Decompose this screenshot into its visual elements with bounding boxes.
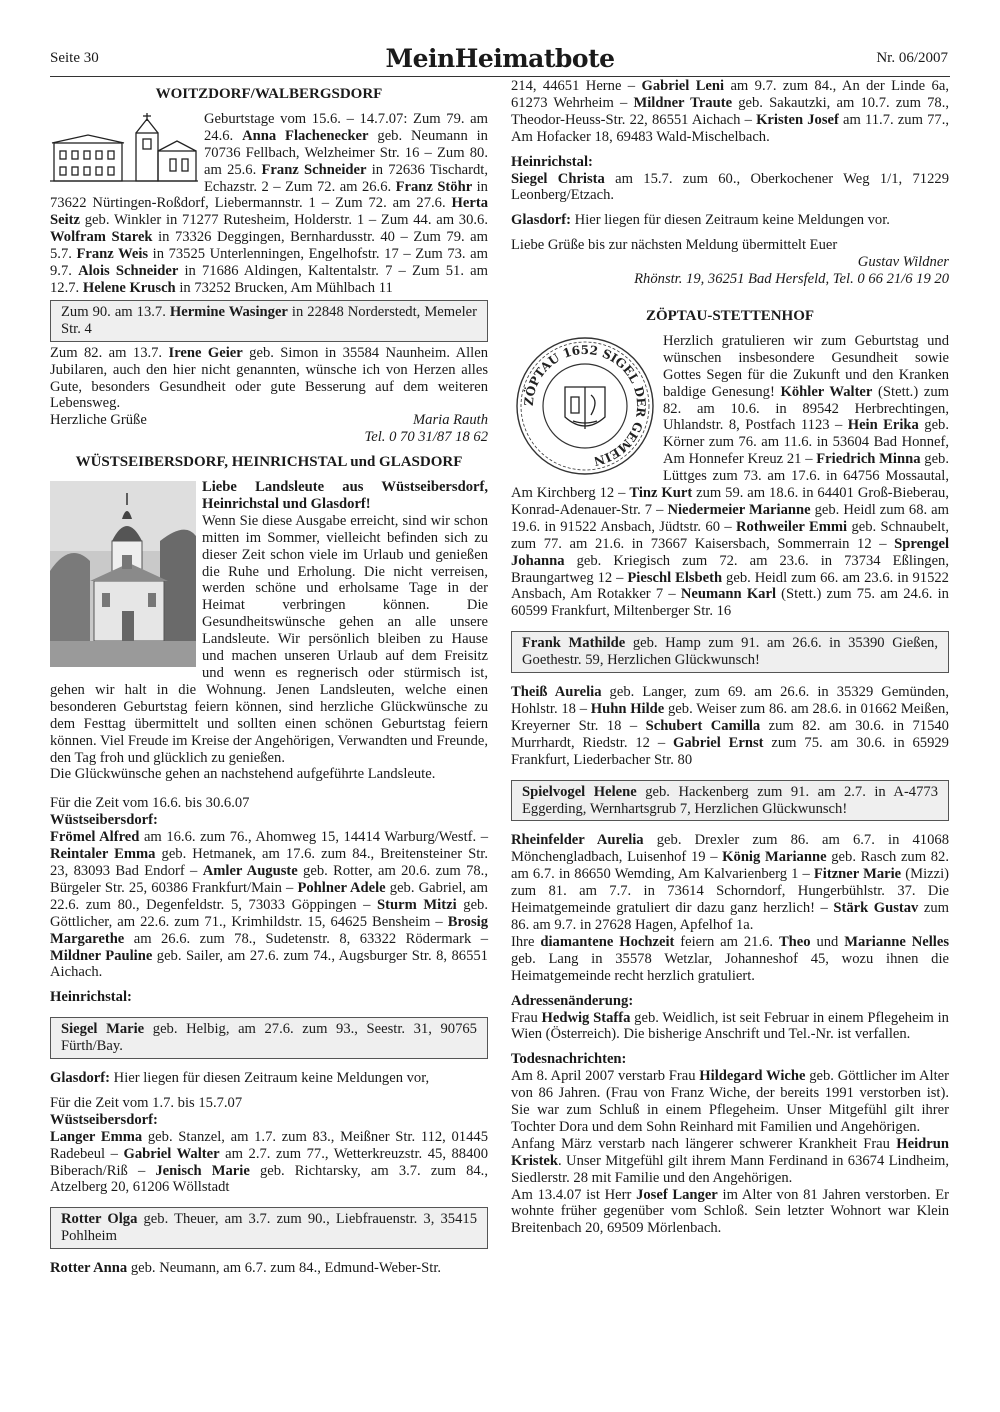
person-name: Gabriel Walter xyxy=(123,1145,220,1162)
seal-inscription: ZÖPTAU 1652 SIGEL DER GEMEIN xyxy=(521,342,649,469)
subheading-heinrichstal-2: Heinrichstal: xyxy=(511,153,593,170)
person-name: Sprengel Johanna xyxy=(511,535,949,569)
intro-end: Die Glückwünsche gehen an nachstehend aufgeführte Landsleute. xyxy=(50,766,436,783)
zoeptau-wedding: Ihre diamantene Hochzeit feiern am 21.6. Theo und Marianne Nelles geb. Lang in 35578 Wetzlar, Johanneshof 45, wozu ihnen die Heimatgemeinde recht herzlich gratuliert. xyxy=(511,933,949,984)
wuest-list-3: Rotter Anna geb. Neumann, am 6.7. zum 84., Edmund-Weber-Str. xyxy=(50,1260,442,1277)
period-2: Für die Zeit vom 1.7. bis 15.7.07 xyxy=(50,1094,243,1111)
person-name: Rothweiler Emmi xyxy=(736,518,848,535)
signer-phone: Tel. 0 70 31/87 18 62 xyxy=(364,429,488,446)
subheading-wuest-1: Wüstseibersdorf: xyxy=(50,812,158,829)
period-1: Für die Zeit vom 16.6. bis 30.6.07 xyxy=(50,795,250,812)
signer-address: Rhönstr. 19, 36251 Bad Hersfeld, Tel. 0 66 21/6 19 20 xyxy=(634,271,949,288)
obituaries-heading: Todesnachrichten: xyxy=(511,1051,627,1068)
highlight-box-spielvogel: Spielvogel Helene geb. Hackenberg zum 91. am 2.7. in A-4773 Eggerding, Wernhartsgrub 7, Herzlichen Glückwunsch! xyxy=(511,780,949,822)
person-name: Alois Schneider xyxy=(78,263,179,280)
person-name: Rotter Olga xyxy=(61,1211,138,1228)
person-name: Hein Erika xyxy=(847,417,919,434)
person-name: Hermine Wasinger xyxy=(169,303,288,320)
address-change-text: Frau Hedwig Staffa geb. Weidlich, ist seit Februar in einem Pflegeheim in Wien (Österreich). Die bisherige Anschrift und Tel.-Nr. ist verfallen. xyxy=(511,1009,949,1043)
highlight-box-rotter: Rotter Olga geb. Theuer, am 3.7. zum 90., Liebfrauenstr. 3, 35415 Pohlheim xyxy=(50,1207,488,1249)
left-column xyxy=(50,86,488,1277)
person-name: Irene Geier xyxy=(168,344,243,361)
person-name: Frömel Alfred xyxy=(50,829,140,846)
person-name: Wolfram Starek xyxy=(50,229,153,246)
subheading-heinrichstal-1: Heinrichstal: xyxy=(50,989,132,1006)
person-name: Josef Langer xyxy=(636,1186,718,1203)
woitzdorf-wishes: Zum 82. am 13.7. Irene Geier geb. Simon in 35584 Naunheim. Allen Jubilaren, auch den hier nicht genannten, wünsche ich von Herzen alles Gute, besonders Gesundheit oder gute Besserung auf dem weiteren Lebensweg. xyxy=(50,344,489,412)
person-name: Huhn Hilde xyxy=(590,701,665,717)
glasdorf-label: Glasdorf: xyxy=(511,212,571,229)
person-name: Siegel Christa xyxy=(511,170,605,187)
page-header xyxy=(0,44,1000,74)
person-name: Brosig Margarethe xyxy=(50,913,488,947)
right-column xyxy=(511,78,949,1237)
obituary-1: Am 8. April 2007 verstarb Frau Hildegard Wiche geb. Göttlicher im Alter von 86 Jahren. (Frau von Franz Wiche, der bereits 1991 verstorben ist). Sie war zum Schluß in einem Pflegeheim. Unser Mitgefühl gilt ihrer Tochter Dora und dem Sohn Reinhard mit Familien und Angehörigen. xyxy=(511,1068,949,1135)
person-name: Siegel Marie xyxy=(61,1021,145,1038)
person-name: Schubert Camilla xyxy=(645,717,761,734)
wuest-list-1: Frömel Alfred am 16.6. zum 76., Ahomweg 15, 14414 Warburg/Westf. – Reintaler Emma geb. Hetmanek, am 17.6. zum 84., Breitensteiner Str. 23, 83093 Bad Endorf – Amler Auguste geb. Rotter, am 20.6. zum 78., Bürgeler Str. 25, 60386 Frankfurt/Main – Pohlner Adele geb. Gabriel, am 22.6. zum 80., Degenfeldstr. 5, 73033 Göppingen – Sturm Mitzi geb. Göttlicher, am 22.6. zum 71., Krimhildstr. 15, 64625 Bensheim – Brosig Margarethe am 26.6. zum 78., Sudetenstr. 8, 63322 Rödermark – Mildner Pauline geb. Sailer, am 27.6. zum 74., Augsburger Str. 8, 86551 Aichach. xyxy=(50,829,489,981)
person-name: Mildner Traute xyxy=(633,94,733,111)
person-name: Herta Seitz xyxy=(50,195,488,229)
person-name: König Marianne xyxy=(722,849,827,866)
section-heading-zoeptau: ZÖPTAU-STETTENHOF xyxy=(645,307,815,324)
person-name: Mildner Pauline xyxy=(50,947,153,964)
highlight-box-frank: Frank Mathilde geb. Hamp zum 91. am 26.6. in 35390 Gießen, Goethestr. 59, Herzlichen Glückwunsch! xyxy=(511,631,949,673)
person-name: Heidrun Kristek xyxy=(511,1135,949,1169)
person-name: Gabriel Leni xyxy=(641,78,725,94)
person-name: diamantene Hochzeit xyxy=(540,933,675,950)
section-heading-wuestseibersdorf: WÜSTSEIBERSDORF, HEINRICHSTAL und GLASDORF xyxy=(75,454,463,471)
person-name: Rotter Anna xyxy=(50,1260,128,1277)
woitzdorf-birthdays: Geburtstage vom 15.6. – 14.7.07: Zum 79. am 24.6. Anna Flachenecker geb. Neumann in 70736 Fellbach, Welzheimer Str. 16 – Zum 80. am 25.6. Franz Schneider in 72636 Tischardt, Echazstr. 2 – Zum 72. am 26.6. Franz Stöhr in 73622 Nürtingen-Roßdorf, Liebermannstr. 1 – Zum 72. am 27.6. Herta Seitz geb. Winkler in 71277 Rutesheim, Holderstr. 1 – Zum 44. am 30.6. Wolfram Starek in 73326 Deggingen, Bernhardusstr. 40 – Zum 79. am 5.7. Franz Weis in 73525 Unterlenningen, Engelhofstr. 17 – Zum 73. am 9.7. Alois Schneider in 71686 Aldingen, Kaltentalstr. 7 – Zum 51. am 12.7. Helene Krusch in 73252 Brucken, Am Mühlbach 11 xyxy=(50,110,489,296)
zoeptau-birthdays-1: Herzlich gratulieren wir zum Geburtstag und wünschen insbesondere Gesundheit sowie Gottes Segen für die Zukunft und den Kranken baldige Genesung! Köhler Walter (Stett.) zum 82. am 10.6. in 89542 Herbrechtingen, Uhlandstr. 8, Postfach 1123 – Hein Erika geb. Körner zum 76. am 11.6. in 53604 Bad Honnef, Am Honnefer Kreuz 21 – Friedrich Minna geb. Lüttges zum 73. am 17.6. in 64756 Mossautal, Am Kirchberg 12 – Tinz Kurt zum 59. am 18.6. in 64401 Groß-Bieberau, Konrad-Adenauer-Str. 7 – Niedermeier Marianne geb. Heidl zum 68. am 19.6. in 91522 Ansbach, Jüdtstr. 60 – Rothweiler Emmi geb. Schnaubelt, zum 77. am 21.6. in 73667 Kaisersbach, Sommerrain 12 – Sprengel Johanna geb. Kriegisch zum 72. am 23.6. in 73734 Eßlingen, Braungartweg 12 – Pieschl Elsbeth geb. Heidl zum 66. am 23.6. in 91522 Ansbach, Am Rotakker 7 – Neumann Karl (Stett.) zum 75. am 24.6. in 60599 Frankfurt, Miltenberger Str. 16 xyxy=(511,332,949,620)
glasdorf-text: Hier liegen für diesen Zeitraum keine Meldungen vor. xyxy=(571,212,890,229)
zoeptau-birthdays-2: Theiß Aurelia geb. Langer, zum 69. am 26.6. in 35329 Gemünden, Hohlstr. 18 – Huhn Hilde geb. Weiser zum 86. am 28.6. in 01662 Meißen, Kreyerner Str. 18 – Schubert Camilla zum 82. am 30.6. in 71540 Murrhardt, Riedstr. 12 – Gabriel Ernst zum 75. am 30.6. in 65929 Frankfurt, Liederbacher Str. 80 xyxy=(511,684,949,768)
obituary-2: Anfang März verstarb nach längerer schwerer Krankheit Frau Heidrun Kristek. Unser Mitgefühl gilt ihrem Mann Ferdinand in 63674 Lindheim, Siedlerstr. 28 mit Familie und den Angehörigen. xyxy=(511,1135,949,1186)
header-rule xyxy=(50,76,950,77)
person-name: Hildegard Wiche xyxy=(699,1068,806,1085)
glasdorf-label: Glasdorf: xyxy=(50,1070,110,1087)
glasdorf-1 xyxy=(50,1070,488,1087)
person-name: Frank Mathilde xyxy=(522,635,626,652)
person-name: Rheinfelder Aurelia xyxy=(511,832,644,849)
person-name: Sturm Mitzi xyxy=(377,896,457,913)
person-name: Friedrich Minna xyxy=(816,451,921,468)
wuest-list-2: Langer Emma geb. Stanzel, am 1.7. zum 83., Meißner Str. 112, 01445 Radebeul – Gabriel Walter am 2.7. zum 77., Wetterkreuzstr. 45, 88400 Biberach/Riß – Jenisch Marie geb. Richtarsky, am 3.7. zum 84., Atzelberg 20, 61206 Wöllstadt xyxy=(50,1128,488,1196)
village-church-illustration xyxy=(50,113,198,183)
obituary-3: Am 13.4.07 ist Herr Josef Langer im Alter von 81 Jahren verstorben. Er wohnte früher gegenüber vom Schloß. Sein letzter Wohnort war Klein Breitenbach 20, 69509 Mörlenbach. xyxy=(511,1186,949,1237)
signer-name: Gustav Wildner xyxy=(857,254,949,271)
person-name: Franz Weis xyxy=(76,246,149,263)
church-photo xyxy=(50,481,196,667)
person-name: Pieschl Elsbeth xyxy=(627,569,723,586)
person-name: Spielvogel Helene xyxy=(522,783,637,800)
person-name: Anna Flachenecker xyxy=(242,127,369,144)
person-name: Niedermeier Marianne xyxy=(667,501,811,518)
page-number: Seite 30 xyxy=(50,50,99,66)
newspaper-title: MeinHeimatbote xyxy=(385,44,615,73)
wuest-list-3-continued: 214, 44651 Herne – Gabriel Leni am 9.7. zum 84., An der Linde 6a, 61273 Wehrheim – Mildner Traute geb. Sakautzki, am 10.7. zum 78., Theodor-Heuss-Str. 22, 86551 Aichach – Kristen Josef am 11.7. zum 77., Am Hofacker 18, 69483 Wald-Mischelbach. xyxy=(511,78,949,145)
person-name: Theo xyxy=(778,933,811,950)
person-name: Helene Krusch xyxy=(82,279,176,296)
person-name: Marianne Nelles xyxy=(844,933,949,950)
intro-text: Wenn Sie diese Ausgabe erreicht, sind wir schon mitten im Sommer, vielleicht befinden sich zu dieser Zeit schon viele im Urlaub und genießen die Ruhe und Erholung. Die nicht verreisen, werden schöne und erholsame Tage in der Heimat verbringen können. Die Gesundheitswünsche gehen an alle unsere Landsleute. Wir persönlich bleiben zu Hause und machen unseren Urlaub auf dem Freisitz und wenn es regnerisch oder stürmisch ist, gehen wir halt in die Wohnung. Jenen Landsleuten, welche einen besonderen Geburtstag feiern können, sind herzliche Glückwünsche zu dem Festtag übermittelt und sollten einen schönen Geburtstag feiern können. Viel Freude im Kreise der Angehörigen, Verwandten und Freunde, den Tag froh und glücklich zu genießen. xyxy=(50,512,488,766)
signer-name: Maria Rauth xyxy=(413,412,488,429)
person-name: Franz Stöhr xyxy=(395,178,473,195)
person-name: Fitzner Marie xyxy=(813,866,902,883)
person-name: Hedwig Staffa xyxy=(541,1009,631,1026)
subheading-wuest-2: Wüstseibersdorf: xyxy=(50,1111,158,1128)
person-name: Franz Schneider xyxy=(261,161,367,178)
glasdorf-2 xyxy=(511,212,949,229)
person-name: Reintaler Emma xyxy=(50,846,156,863)
highlight-box-wasinger: Zum 90. am 13.7. Hermine Wasinger in 22848 Norderstedt, Memeler Str. 4 xyxy=(50,300,488,342)
woitzdorf-signature xyxy=(50,412,488,429)
wuest-list-4: Siegel Christa am 15.7. zum 60., Oberkochener Weg 1/1, 71229 Leonberg/Etzach. xyxy=(511,170,949,204)
municipal-seal xyxy=(511,335,659,477)
address-change-heading: Adressenänderung: xyxy=(511,992,634,1009)
closing-line: Liebe Grüße bis zur nächsten Meldung übermittelt Euer xyxy=(511,237,838,254)
person-name: Langer Emma xyxy=(50,1128,143,1145)
person-name: Tinz Kurt xyxy=(629,485,693,502)
person-name: Stärk Gustav xyxy=(833,900,919,917)
zoeptau-birthdays-3: Rheinfelder Aurelia geb. Drexler zum 86. am 6.7. in 41068 Mönchengladbach, Luisenhof 19 – König Marianne geb. Rasch zum 82. am 6.7. in 86650 Wemding, Am Kalvarienberg 1 – Fitzner Marie (Mizzi) zum 81. am 7.7. in 73614 Schorndorf, Hungerbühlstr. 37. Die Heimatgemeinde gratuliert dir dazu ganz herzlich! – Stärk Gustav zum 86. am 9.7. in 27628 Hagen, Apfelhof 1a. xyxy=(511,832,949,933)
intro-greeting: Liebe Landsleute aus Wüstseibersdorf, Heinrichstal und Glasdorf! xyxy=(202,479,488,512)
person-name: Köhler Walter xyxy=(780,383,873,400)
person-name: Pohlner Adele xyxy=(297,879,386,896)
person-name: Kristen Josef xyxy=(756,111,839,128)
highlight-box-siegel: Siegel Marie geb. Helbig, am 27.6. zum 93., Seestr. 31, 90765 Fürth/Bay. xyxy=(50,1017,488,1059)
person-name: Jenisch Marie xyxy=(155,1162,250,1179)
section-heading-woitzdorf: WOITZDORF/WALBERGSDORF xyxy=(155,86,383,102)
person-name: Theiß Aurelia xyxy=(511,684,602,701)
person-name: Neumann Karl xyxy=(680,586,776,603)
person-name: Amler Auguste xyxy=(202,862,298,879)
glasdorf-text: Hier liegen für diesen Zeitraum keine Meldungen vor, xyxy=(110,1070,430,1087)
person-name: Gabriel Ernst xyxy=(672,734,764,751)
greeting: Herzliche Grüße xyxy=(50,412,147,429)
issue-number: Nr. 06/2007 xyxy=(876,50,948,66)
